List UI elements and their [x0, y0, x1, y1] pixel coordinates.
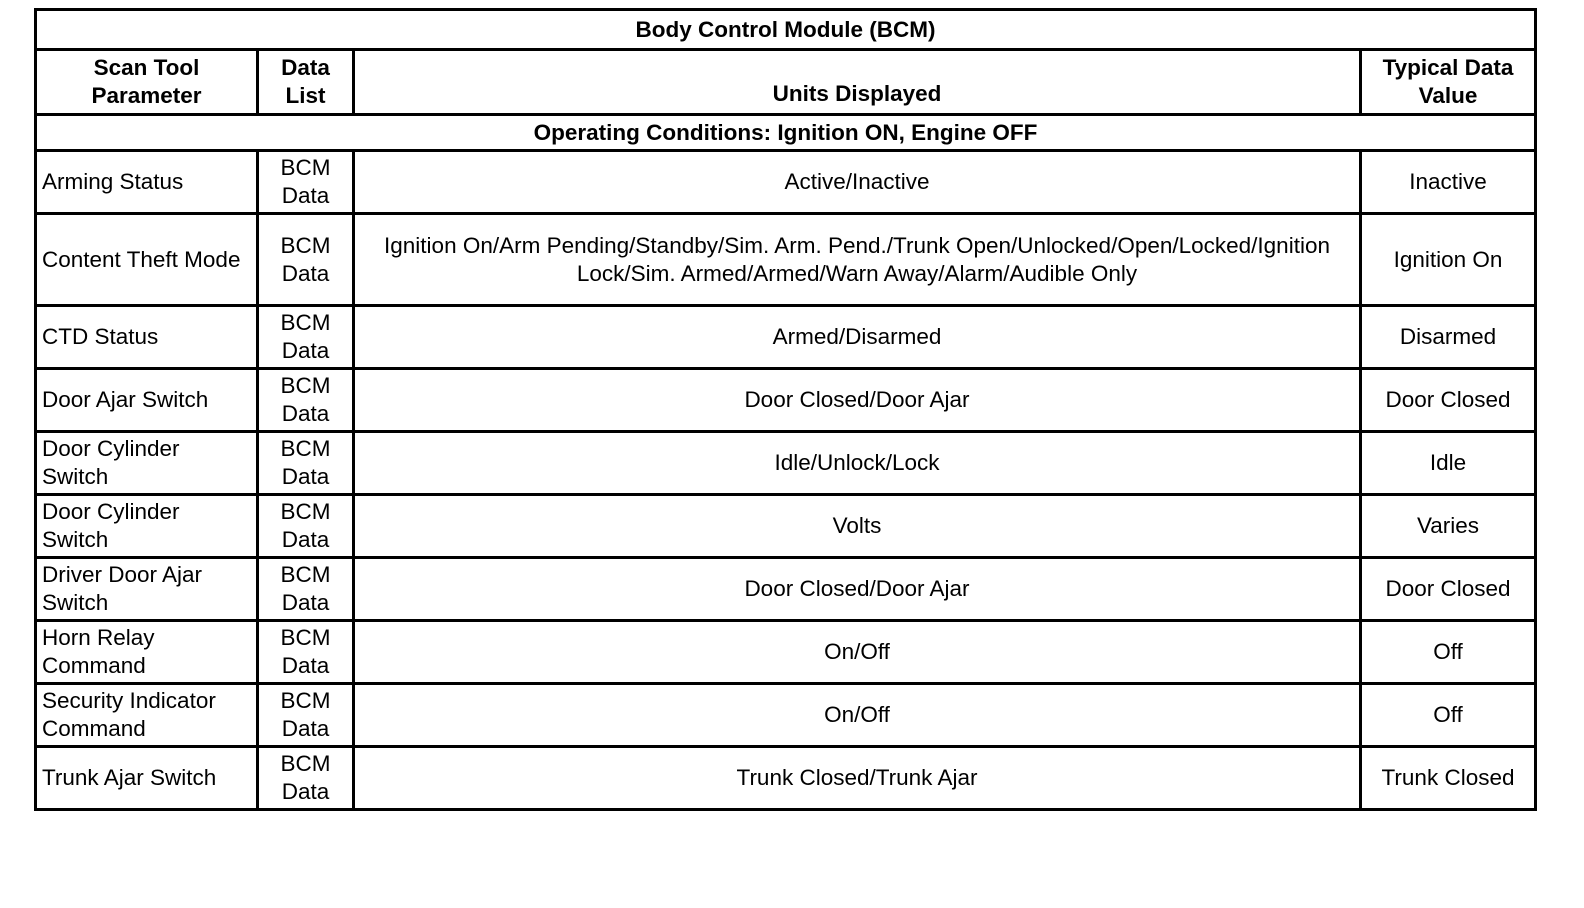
header-typical-data-value: Typical Data Value — [1361, 50, 1536, 115]
units-displayed-cell: Active/Inactive — [354, 151, 1361, 214]
header-scan-tool-parameter: Scan Tool Parameter — [36, 50, 258, 115]
units-displayed-cell: On/Off — [354, 621, 1361, 684]
table-row — [36, 306, 1536, 369]
data-list-cell: BCM Data — [258, 621, 354, 684]
header-row — [36, 50, 1536, 115]
parameter-cell: Door Cylinder Switch — [36, 495, 258, 558]
parameter-cell: CTD Status — [36, 306, 258, 369]
table-title-row — [36, 10, 1536, 50]
typical-value-cell: Disarmed — [1361, 306, 1536, 369]
typical-value-cell: Inactive — [1361, 151, 1536, 214]
table-row — [36, 151, 1536, 214]
units-displayed-cell: Ignition On/Arm Pending/Standby/Sim. Arm. Pend./Trunk Open/Unlocked/Open/Locked/Ignition Lock/Sim. Armed/Armed/Warn Away/Alarm/Audible Only — [354, 214, 1361, 306]
units-displayed-cell: Idle/Unlock/Lock — [354, 432, 1361, 495]
units-displayed-cell: Door Closed/Door Ajar — [354, 558, 1361, 621]
parameter-cell: Horn Relay Command — [36, 621, 258, 684]
data-list-cell: BCM Data — [258, 432, 354, 495]
typical-value-cell: Off — [1361, 684, 1536, 747]
typical-value-cell: Varies — [1361, 495, 1536, 558]
bcm-data-table — [34, 8, 1537, 811]
data-list-cell: BCM Data — [258, 495, 354, 558]
data-list-cell: BCM Data — [258, 558, 354, 621]
table-row — [36, 214, 1536, 306]
units-displayed-cell: Volts — [354, 495, 1361, 558]
units-displayed-cell: Trunk Closed/Trunk Ajar — [354, 747, 1361, 810]
units-displayed-cell: On/Off — [354, 684, 1361, 747]
parameter-cell: Door Ajar Switch — [36, 369, 258, 432]
table-row — [36, 621, 1536, 684]
table-row — [36, 558, 1536, 621]
units-displayed-cell: Door Closed/Door Ajar — [354, 369, 1361, 432]
table-row — [36, 369, 1536, 432]
typical-value-cell: Door Closed — [1361, 369, 1536, 432]
operating-conditions-row — [36, 115, 1536, 151]
parameter-cell: Trunk Ajar Switch — [36, 747, 258, 810]
data-list-cell: BCM Data — [258, 214, 354, 306]
table-title: Body Control Module (BCM) — [36, 10, 1536, 50]
typical-value-cell: Off — [1361, 621, 1536, 684]
table-row — [36, 684, 1536, 747]
data-list-cell: BCM Data — [258, 151, 354, 214]
operating-conditions: Operating Conditions: Ignition ON, Engine OFF — [36, 115, 1536, 151]
table-row — [36, 432, 1536, 495]
data-list-cell: BCM Data — [258, 684, 354, 747]
parameter-cell: Content Theft Mode — [36, 214, 258, 306]
parameter-cell: Driver Door Ajar Switch — [36, 558, 258, 621]
typical-value-cell: Idle — [1361, 432, 1536, 495]
data-list-cell: BCM Data — [258, 747, 354, 810]
units-displayed-cell: Armed/Disarmed — [354, 306, 1361, 369]
table-row — [36, 495, 1536, 558]
table-body — [36, 151, 1536, 810]
parameter-cell: Door Cylinder Switch — [36, 432, 258, 495]
header-units-displayed: Units Displayed — [354, 50, 1361, 115]
typical-value-cell: Door Closed — [1361, 558, 1536, 621]
typical-value-cell: Trunk Closed — [1361, 747, 1536, 810]
data-list-cell: BCM Data — [258, 306, 354, 369]
parameter-cell: Arming Status — [36, 151, 258, 214]
table-row — [36, 747, 1536, 810]
typical-value-cell: Ignition On — [1361, 214, 1536, 306]
header-data-list: Data List — [258, 50, 354, 115]
data-list-cell: BCM Data — [258, 369, 354, 432]
parameter-cell: Security Indicator Command — [36, 684, 258, 747]
